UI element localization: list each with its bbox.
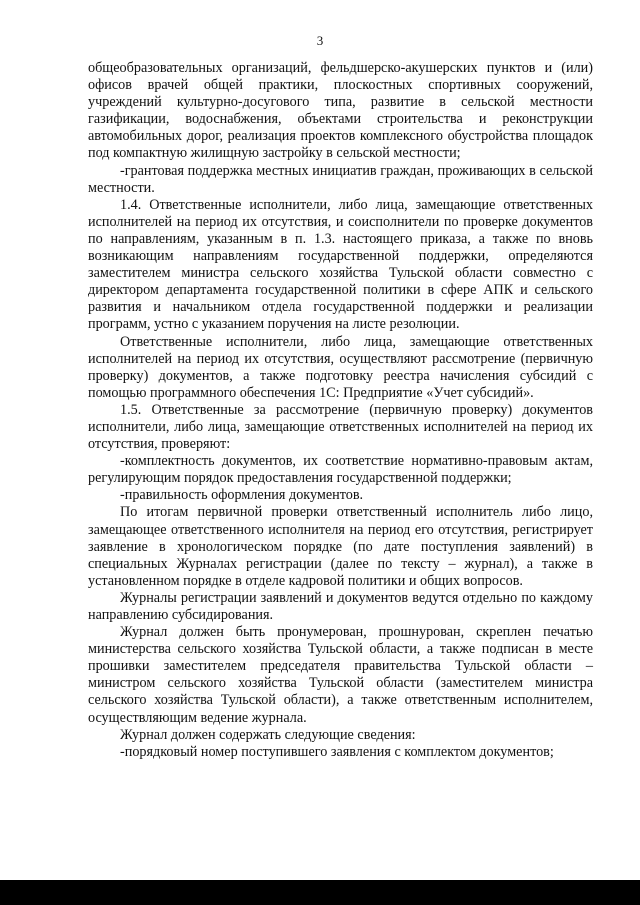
- paragraph-journal-contents: Журнал должен содержать следующие сведения:: [120, 726, 416, 743]
- paragraph-registration: По итогам первичной проверки ответственный исполнитель либо лицо, замещающее ответственного исполнителя на период его отсутствия, регистрирует заявление в хронологическом порядке (по дате поступления заявлений) в специальных Журналах регистрации (далее по тексту – журнал), а также в установленном порядке в отделе кадровой политики и общих вопросов.: [88, 504, 593, 589]
- paragraph-1-4: 1.4. Ответственные исполнители, либо лица, замещающие ответственных исполнителей на период их отсутствия, и соисполнители по проверке документов по направлениям, указанным в п. 1.3. настоящего приказа, а также по вновь возникающим направлениям государственной поддержки, определяются заместителем министра сельского хозяйства Тульской области совместно с директором департамента государственной политики в сфере АПК и сельского развития и начальником отдела государственной поддержки и реализации программ, устно с указанием поручения на листе резолюции.: [88, 196, 593, 333]
- paragraph-journal-requirements: Журнал должен быть пронумерован, прошнурован, скреплен печатью министерства сельского хозяйства Тульской области, а также подписан в месте прошивки заместителем председателя правительства Тульской области – министром сельского хозяйства Тульской области (заместителем министра сельского хозяйства Тульской области), а также ответственным исполнителем, осуществляющим ведение журнала.: [88, 624, 593, 726]
- paragraph-1-5: 1.5. Ответственные за рассмотрение (первичную проверку) документов исполнители, либо лица, замещающие ответственных исполнителей на период их отсутствия, проверяют:: [88, 401, 593, 453]
- paragraph-continuation: общеобразовательных организаций, фельдшерско-акушерских пунктов и (или) офисов врачей общей практики, плоскостных спортивных сооружений, учреждений культурно-досугового типа, развитие в сельской местности газификации, водоснабжения, объектами строительства и реконструкции автомобильных дорог, реализация проектов комплексного обустройства площадок под компактную жилищную застройку в сельской местности;: [88, 60, 593, 162]
- paragraph-completeness: -комплектность документов, их соответствие нормативно-правовым актам, регулирующим порядок предоставления государственной поддержки;: [88, 453, 593, 487]
- paragraph-responsible-review: Ответственные исполнители, либо лица, замещающие ответственных исполнителей на период их отсутствия, осуществляют рассмотрение (первичную проверку) документов, а также подготовку реестра начисления субсидий с помощью программного обеспечения 1С: Предприятие «Учет субсидий».: [88, 333, 593, 401]
- paragraph-correctness: -правильность оформления документов.: [120, 487, 364, 504]
- paragraph-journals: Журналы регистрации заявлений и документов ведутся отдельно по каждому направлению субсидирования.: [88, 589, 593, 623]
- paragraph-sequence-number: -порядковый номер поступившего заявления с комплектом документов;: [120, 743, 554, 760]
- body-text: [88, 60, 593, 761]
- page-number: 3: [316, 33, 324, 48]
- paragraph-grant-support: -грантовая поддержка местных инициатив граждан, проживающих в сельской местности.: [88, 162, 593, 196]
- bottom-black-bar: [0, 880, 640, 905]
